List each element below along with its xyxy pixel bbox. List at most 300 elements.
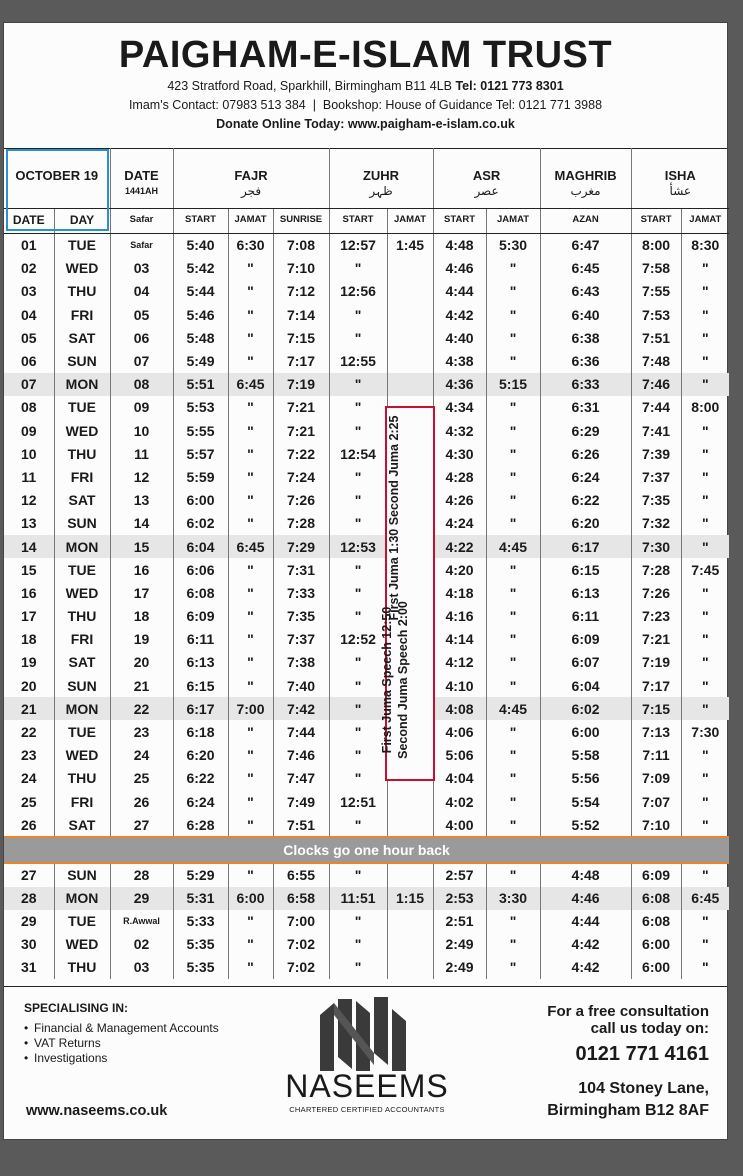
cell-isha-jamat: " xyxy=(681,280,729,303)
cell-zuhr-start: " xyxy=(329,863,387,887)
service-item: • Investigations xyxy=(24,1051,219,1066)
clock-change-banner xyxy=(4,837,729,862)
cell-isha-jamat: 6:45 xyxy=(681,887,729,910)
cell-day: THU xyxy=(54,442,110,465)
asr-start-header: START xyxy=(433,208,486,233)
cell-isha-jamat: " xyxy=(681,581,729,604)
cell-fajr-start: 5:46 xyxy=(173,303,228,326)
cell-hijri: 18 xyxy=(110,605,173,628)
cell-day: FRI xyxy=(54,303,110,326)
cell-zuhr-start: " xyxy=(329,697,387,720)
cell-sunrise: 7:47 xyxy=(273,767,329,790)
cell-maghrib: 6:29 xyxy=(540,419,631,442)
cell-maghrib: 6:22 xyxy=(540,489,631,512)
cell-isha-start: 7:53 xyxy=(631,303,681,326)
cell-isha-start: 7:19 xyxy=(631,651,681,674)
cell-day: WED xyxy=(54,581,110,604)
cell-fajr-start: 6:18 xyxy=(173,720,228,743)
table-row xyxy=(4,442,729,465)
cell-day: WED xyxy=(54,744,110,767)
cell-asr-start: 4:18 xyxy=(433,581,486,604)
cell-hijri: 02 xyxy=(110,933,173,956)
cell-fajr-start: 5:59 xyxy=(173,465,228,488)
cell-date: 31 xyxy=(20,959,37,976)
cell-hijri: 23 xyxy=(110,720,173,743)
cell-hijri: 12 xyxy=(110,465,173,488)
cell-fajr-jamat: " xyxy=(228,558,273,581)
cell-asr-start: 2:57 xyxy=(433,863,486,887)
table-row xyxy=(4,605,729,628)
table-row xyxy=(4,628,729,651)
cell-asr-jamat: " xyxy=(486,605,540,628)
cell-asr-jamat: " xyxy=(486,558,540,581)
cell-hijri: 11 xyxy=(110,442,173,465)
brand-subtitle: CHARTERED CERTIFIED ACCOUNTANTS xyxy=(289,1105,445,1114)
cell-maghrib: 6:40 xyxy=(540,303,631,326)
cell-maghrib: 6:38 xyxy=(540,326,631,349)
cell-asr-jamat: " xyxy=(486,419,540,442)
cell-sunrise: 7:22 xyxy=(273,442,329,465)
cell-isha-jamat: " xyxy=(681,465,729,488)
consultation-phone[interactable]: 0121 771 4161 xyxy=(575,1043,709,1065)
cell-sunrise: 7:02 xyxy=(273,956,329,979)
cell-asr-start: 2:49 xyxy=(433,956,486,979)
cell-maghrib: 6:15 xyxy=(540,558,631,581)
cell-date: 01 xyxy=(20,237,37,254)
cell-asr-jamat: 4:45 xyxy=(486,535,540,558)
cell-maghrib: 6:24 xyxy=(540,465,631,488)
cell-maghrib: 4:42 xyxy=(540,956,631,979)
cell-fajr-jamat: " xyxy=(228,489,273,512)
cell-hijri: 03 xyxy=(110,956,173,979)
cell-sunrise: 7:28 xyxy=(273,512,329,535)
cell-fajr-jamat: " xyxy=(228,419,273,442)
cell-hijri: 24 xyxy=(110,744,173,767)
cell-isha-jamat: 7:30 xyxy=(681,720,729,743)
cell-asr-start: 4:34 xyxy=(433,396,486,419)
cell-date: 10 xyxy=(20,445,37,462)
cell-fajr-jamat: 6:45 xyxy=(228,373,273,396)
timetable-body xyxy=(4,233,729,979)
cell-day: SUN xyxy=(54,512,110,535)
cell-isha-jamat: " xyxy=(681,257,729,280)
cell-asr-jamat: " xyxy=(486,442,540,465)
cell-hijri: 25 xyxy=(110,767,173,790)
cell-isha-jamat: " xyxy=(681,933,729,956)
date-column-header: DATE xyxy=(4,208,54,233)
table-row xyxy=(4,512,729,535)
cell-asr-jamat: 5:15 xyxy=(486,373,540,396)
cell-isha-start: 6:08 xyxy=(631,887,681,910)
cell-date: 04 xyxy=(20,306,37,323)
cell-fajr-start: 6:15 xyxy=(173,674,228,697)
cell-asr-jamat: 4:45 xyxy=(486,697,540,720)
cell-maghrib: 5:56 xyxy=(540,767,631,790)
fajr-start-header: START xyxy=(173,208,228,233)
cell-date: 26 xyxy=(20,816,37,833)
cell-fajr-jamat: " xyxy=(228,280,273,303)
cell-zuhr-start: " xyxy=(329,581,387,604)
cell-zuhr-start: " xyxy=(329,933,387,956)
cell-fajr-jamat: " xyxy=(228,303,273,326)
cell-maghrib: 5:54 xyxy=(540,790,631,813)
cell-day: TUE xyxy=(54,233,110,257)
cell-isha-jamat: " xyxy=(681,419,729,442)
zuhr-header: ZUHR ظہر xyxy=(329,148,433,208)
cell-asr-start: 4:42 xyxy=(433,303,486,326)
cell-isha-start: 8:00 xyxy=(631,233,681,257)
cell-isha-jamat: " xyxy=(681,535,729,558)
cell-sunrise: 7:21 xyxy=(273,396,329,419)
cell-hijri: 22 xyxy=(110,697,173,720)
cell-isha-start: 7:26 xyxy=(631,581,681,604)
cell-date: 07 xyxy=(4,373,54,396)
cell-fajr-start: 5:53 xyxy=(173,396,228,419)
cell-asr-start: 2:51 xyxy=(433,910,486,933)
cell-asr-start: 4:28 xyxy=(433,465,486,488)
cell-isha-start: 7:35 xyxy=(631,489,681,512)
mosque-phone: Tel: 0121 773 8301 xyxy=(455,79,564,93)
cell-fajr-jamat: " xyxy=(228,465,273,488)
cell-fajr-start: 5:55 xyxy=(173,419,228,442)
cell-fajr-start: 6:00 xyxy=(173,489,228,512)
services-list xyxy=(24,1021,219,1066)
cell-isha-start: 7:48 xyxy=(631,349,681,372)
cell-date: 23 xyxy=(20,747,37,764)
cell-asr-start: 4:06 xyxy=(433,720,486,743)
cell-isha-start: 7:13 xyxy=(631,720,681,743)
cell-fajr-start: 5:35 xyxy=(173,956,228,979)
cell-day: WED xyxy=(54,933,110,956)
cell-fajr-jamat: " xyxy=(228,767,273,790)
cell-asr-jamat: " xyxy=(486,465,540,488)
table-row xyxy=(4,720,729,743)
cell-asr-jamat: " xyxy=(486,303,540,326)
hijri-header: DATE 1441AH xyxy=(110,148,173,208)
cell-date: 25 xyxy=(20,793,37,810)
cell-fajr-jamat: " xyxy=(228,956,273,979)
table-row xyxy=(4,233,729,257)
isha-jamat-header: JAMAT xyxy=(681,208,729,233)
cell-asr-start: 4:00 xyxy=(433,813,486,837)
cell-isha-jamat: " xyxy=(681,349,729,372)
cell-isha-start: 7:09 xyxy=(631,767,681,790)
clock-change-text: Clocks go one hour back xyxy=(4,837,729,862)
cell-isha-jamat: " xyxy=(681,674,729,697)
cell-isha-jamat: " xyxy=(681,767,729,790)
cell-zuhr-start: 12:54 xyxy=(329,442,387,465)
cell-sunrise: 7:33 xyxy=(273,581,329,604)
sunrise-header: SUNRISE xyxy=(273,208,329,233)
cell-sunrise: 7:40 xyxy=(273,674,329,697)
cell-hijri: 27 xyxy=(110,813,173,837)
cell-hijri: 09 xyxy=(110,396,173,419)
cell-fajr-start: 5:44 xyxy=(173,280,228,303)
cell-hijri: 28 xyxy=(110,863,173,887)
cell-asr-jamat: " xyxy=(486,744,540,767)
table-row xyxy=(4,863,729,887)
table-row xyxy=(4,813,729,837)
cell-fajr-jamat: " xyxy=(228,605,273,628)
cell-maghrib: 6:02 xyxy=(540,697,631,720)
cell-maghrib: 4:48 xyxy=(540,863,631,887)
cell-fajr-start: 6:09 xyxy=(173,605,228,628)
office-address: 104 Stoney Lane, Birmingham B12 8AF xyxy=(547,1080,709,1119)
cell-hijri: 19 xyxy=(110,628,173,651)
cell-hijri: Safar xyxy=(110,233,173,257)
cell-day: THU xyxy=(54,605,110,628)
cell-maghrib: 4:42 xyxy=(540,933,631,956)
cell-isha-jamat: " xyxy=(681,956,729,979)
cell-fajr-jamat: 6:45 xyxy=(228,535,273,558)
cell-asr-jamat: " xyxy=(486,933,540,956)
table-row xyxy=(4,767,729,790)
cell-asr-jamat: " xyxy=(486,581,540,604)
table-row xyxy=(4,581,729,604)
cell-zuhr-start: " xyxy=(329,303,387,326)
address: 423 Stratford Road, Sparkhill, Birmingham B11 4LB xyxy=(167,79,452,93)
cell-day: MON xyxy=(54,535,110,558)
month-header: OCTOBER 19 xyxy=(4,148,110,208)
cell-maghrib: 6:20 xyxy=(540,512,631,535)
cell-zuhr-start: " xyxy=(329,512,387,535)
cell-isha-jamat: " xyxy=(681,605,729,628)
cell-hijri: 16 xyxy=(110,558,173,581)
cell-day: THU xyxy=(54,280,110,303)
cell-zuhr-start: " xyxy=(329,558,387,581)
cell-maghrib: 6:09 xyxy=(540,628,631,651)
cell-fajr-jamat: " xyxy=(228,349,273,372)
cell-zuhr-jamat xyxy=(387,257,433,280)
cell-hijri: 03 xyxy=(110,257,173,280)
table-row xyxy=(4,790,729,813)
table-row xyxy=(4,535,729,558)
cell-asr-start: 5:06 xyxy=(433,744,486,767)
cell-sunrise: 7:15 xyxy=(273,326,329,349)
cell-isha-start: 7:41 xyxy=(631,419,681,442)
cell-date: 15 xyxy=(20,561,37,578)
cell-zuhr-start: " xyxy=(329,605,387,628)
cell-isha-jamat: " xyxy=(681,303,729,326)
cell-fajr-start: 5:33 xyxy=(173,910,228,933)
cell-fajr-jamat: " xyxy=(228,442,273,465)
cell-isha-jamat: 8:00 xyxy=(681,396,729,419)
table-row xyxy=(4,373,729,396)
cell-sunrise: 7:21 xyxy=(273,419,329,442)
cell-zuhr-start: " xyxy=(329,956,387,979)
cell-fajr-jamat: " xyxy=(228,790,273,813)
cell-day: TUE xyxy=(54,558,110,581)
cell-date: 03 xyxy=(20,283,37,300)
cell-date: 28 xyxy=(4,887,54,910)
cell-maghrib: 4:44 xyxy=(540,910,631,933)
cell-isha-start: 7:23 xyxy=(631,605,681,628)
cell-fajr-jamat: " xyxy=(228,674,273,697)
table-row xyxy=(4,674,729,697)
cell-day: SUN xyxy=(54,674,110,697)
cell-fajr-start: 5:29 xyxy=(173,863,228,887)
isha-start-header: START xyxy=(631,208,681,233)
cell-zuhr-start: " xyxy=(329,744,387,767)
cell-sunrise: 7:51 xyxy=(273,813,329,837)
cell-fajr-start: 6:06 xyxy=(173,558,228,581)
cell-fajr-start: 6:13 xyxy=(173,651,228,674)
cell-asr-start: 4:46 xyxy=(433,257,486,280)
cell-date: 02 xyxy=(20,260,37,277)
cell-zuhr-start: 12:51 xyxy=(329,790,387,813)
cell-sunrise: 7:08 xyxy=(273,233,329,257)
maghrib-azan-header: AZAN xyxy=(540,208,631,233)
table-row xyxy=(4,933,729,956)
cell-isha-jamat: " xyxy=(681,489,729,512)
cell-day: TUE xyxy=(54,720,110,743)
cell-fajr-start: 6:20 xyxy=(173,744,228,767)
cell-sunrise: 7:38 xyxy=(273,651,329,674)
asr-header: ASR عصر xyxy=(433,148,540,208)
cell-sunrise: 7:26 xyxy=(273,489,329,512)
cell-date: 09 xyxy=(20,422,37,439)
cell-sunrise: 7:44 xyxy=(273,720,329,743)
consultation-text: For a free consultation call us today on: xyxy=(547,1003,709,1037)
cell-zuhr-start: " xyxy=(329,767,387,790)
cell-zuhr-start: " xyxy=(329,396,387,419)
cell-zuhr-jamat: 1:15 xyxy=(387,887,433,910)
cell-sunrise: 7:49 xyxy=(273,790,329,813)
cell-asr-start: 4:08 xyxy=(433,697,486,720)
cell-fajr-jamat: " xyxy=(228,257,273,280)
cell-zuhr-start: " xyxy=(329,465,387,488)
cell-maghrib: 5:58 xyxy=(540,744,631,767)
cell-zuhr-start: " xyxy=(329,720,387,743)
cell-day: SUN xyxy=(54,863,110,887)
cell-fajr-start: 5:48 xyxy=(173,326,228,349)
table-row xyxy=(4,956,729,979)
cell-asr-start: 4:24 xyxy=(433,512,486,535)
zuhr-start-header: START xyxy=(329,208,387,233)
cell-date: 18 xyxy=(20,631,37,648)
cell-isha-jamat: " xyxy=(681,910,729,933)
cell-asr-start: 4:16 xyxy=(433,605,486,628)
cell-fajr-start: 5:35 xyxy=(173,933,228,956)
cell-asr-jamat: 5:30 xyxy=(486,233,540,257)
table-row xyxy=(4,326,729,349)
cell-hijri: 17 xyxy=(110,581,173,604)
table-row xyxy=(4,419,729,442)
cell-sunrise: 7:02 xyxy=(273,933,329,956)
cell-fajr-jamat: " xyxy=(228,813,273,837)
cell-isha-start: 7:17 xyxy=(631,674,681,697)
cell-hijri: 20 xyxy=(110,651,173,674)
cell-fajr-jamat: " xyxy=(228,744,273,767)
table-row xyxy=(4,744,729,767)
day-column-header: DAY xyxy=(54,208,110,233)
cell-asr-start: 4:48 xyxy=(433,233,486,257)
cell-isha-jamat: 7:45 xyxy=(681,558,729,581)
cell-maghrib: 6:13 xyxy=(540,581,631,604)
cell-day: MON xyxy=(54,373,110,396)
cell-date: 27 xyxy=(20,867,37,884)
cell-zuhr-start: " xyxy=(329,651,387,674)
cell-isha-start: 7:44 xyxy=(631,396,681,419)
juma-speech-second: Second Juma Speech 2:00 xyxy=(396,601,410,759)
cell-isha-start: 7:58 xyxy=(631,257,681,280)
cell-day: MON xyxy=(54,697,110,720)
cell-asr-start: 4:40 xyxy=(433,326,486,349)
maghrib-header: MAGHRIB مغرب xyxy=(540,148,631,208)
juma-times-box xyxy=(380,406,435,781)
cell-zuhr-start: " xyxy=(329,674,387,697)
cell-maghrib: 6:00 xyxy=(540,720,631,743)
cell-fajr-start: 6:24 xyxy=(173,790,228,813)
cell-day: WED xyxy=(54,257,110,280)
cell-asr-start: 4:14 xyxy=(433,628,486,651)
cell-isha-start: 6:00 xyxy=(631,933,681,956)
cell-asr-jamat: " xyxy=(486,910,540,933)
cell-date: 30 xyxy=(20,936,37,953)
cell-asr-start: 4:04 xyxy=(433,767,486,790)
cell-asr-start: 4:32 xyxy=(433,419,486,442)
cell-isha-start: 7:30 xyxy=(631,535,681,558)
cell-hijri: 29 xyxy=(110,887,173,910)
cell-isha-jamat: " xyxy=(681,628,729,651)
cell-asr-start: 4:20 xyxy=(433,558,486,581)
cell-fajr-jamat: " xyxy=(228,396,273,419)
cell-zuhr-jamat xyxy=(387,933,433,956)
table-row xyxy=(4,651,729,674)
website-link[interactable]: www.naseems.co.uk xyxy=(26,1103,168,1119)
cell-isha-start: 7:07 xyxy=(631,790,681,813)
cell-maghrib: 6:47 xyxy=(540,233,631,257)
donate-link[interactable]: Donate Online Today: www.paigham-e-islam.co.uk xyxy=(216,117,515,131)
cell-asr-jamat: " xyxy=(486,720,540,743)
table-row xyxy=(4,303,729,326)
cell-day: FRI xyxy=(54,628,110,651)
cell-fajr-jamat: 6:30 xyxy=(228,233,273,257)
cell-asr-jamat: 3:30 xyxy=(486,887,540,910)
cell-fajr-start: 6:04 xyxy=(173,535,228,558)
cell-zuhr-start: " xyxy=(329,326,387,349)
cell-asr-jamat: " xyxy=(486,956,540,979)
cell-zuhr-jamat: 1:45 xyxy=(387,233,433,257)
cell-fajr-start: 6:11 xyxy=(173,628,228,651)
cell-asr-jamat: " xyxy=(486,628,540,651)
cell-asr-jamat: " xyxy=(486,489,540,512)
cell-date: 20 xyxy=(20,677,37,694)
cell-asr-start: 4:38 xyxy=(433,349,486,372)
cell-hijri: 13 xyxy=(110,489,173,512)
cell-fajr-jamat: " xyxy=(228,863,273,887)
cell-zuhr-jamat xyxy=(387,956,433,979)
cell-fajr-start: 5:31 xyxy=(173,887,228,910)
cell-isha-jamat: " xyxy=(681,790,729,813)
cell-day: WED xyxy=(54,419,110,442)
cell-isha-start: 7:11 xyxy=(631,744,681,767)
cell-sunrise: 7:46 xyxy=(273,744,329,767)
cell-sunrise: 6:58 xyxy=(273,887,329,910)
cell-zuhr-jamat xyxy=(387,303,433,326)
cell-asr-jamat: " xyxy=(486,280,540,303)
cell-hijri: 04 xyxy=(110,280,173,303)
cell-isha-start: 7:51 xyxy=(631,326,681,349)
cell-fajr-jamat: " xyxy=(228,326,273,349)
cell-sunrise: 7:29 xyxy=(273,535,329,558)
table-row xyxy=(4,396,729,419)
cell-fajr-jamat: 7:00 xyxy=(228,697,273,720)
cell-date: 24 xyxy=(20,770,37,787)
specialising-heading: SPECIALISING IN: xyxy=(24,1001,129,1015)
table-row xyxy=(4,280,729,303)
cell-hijri: 06 xyxy=(110,326,173,349)
